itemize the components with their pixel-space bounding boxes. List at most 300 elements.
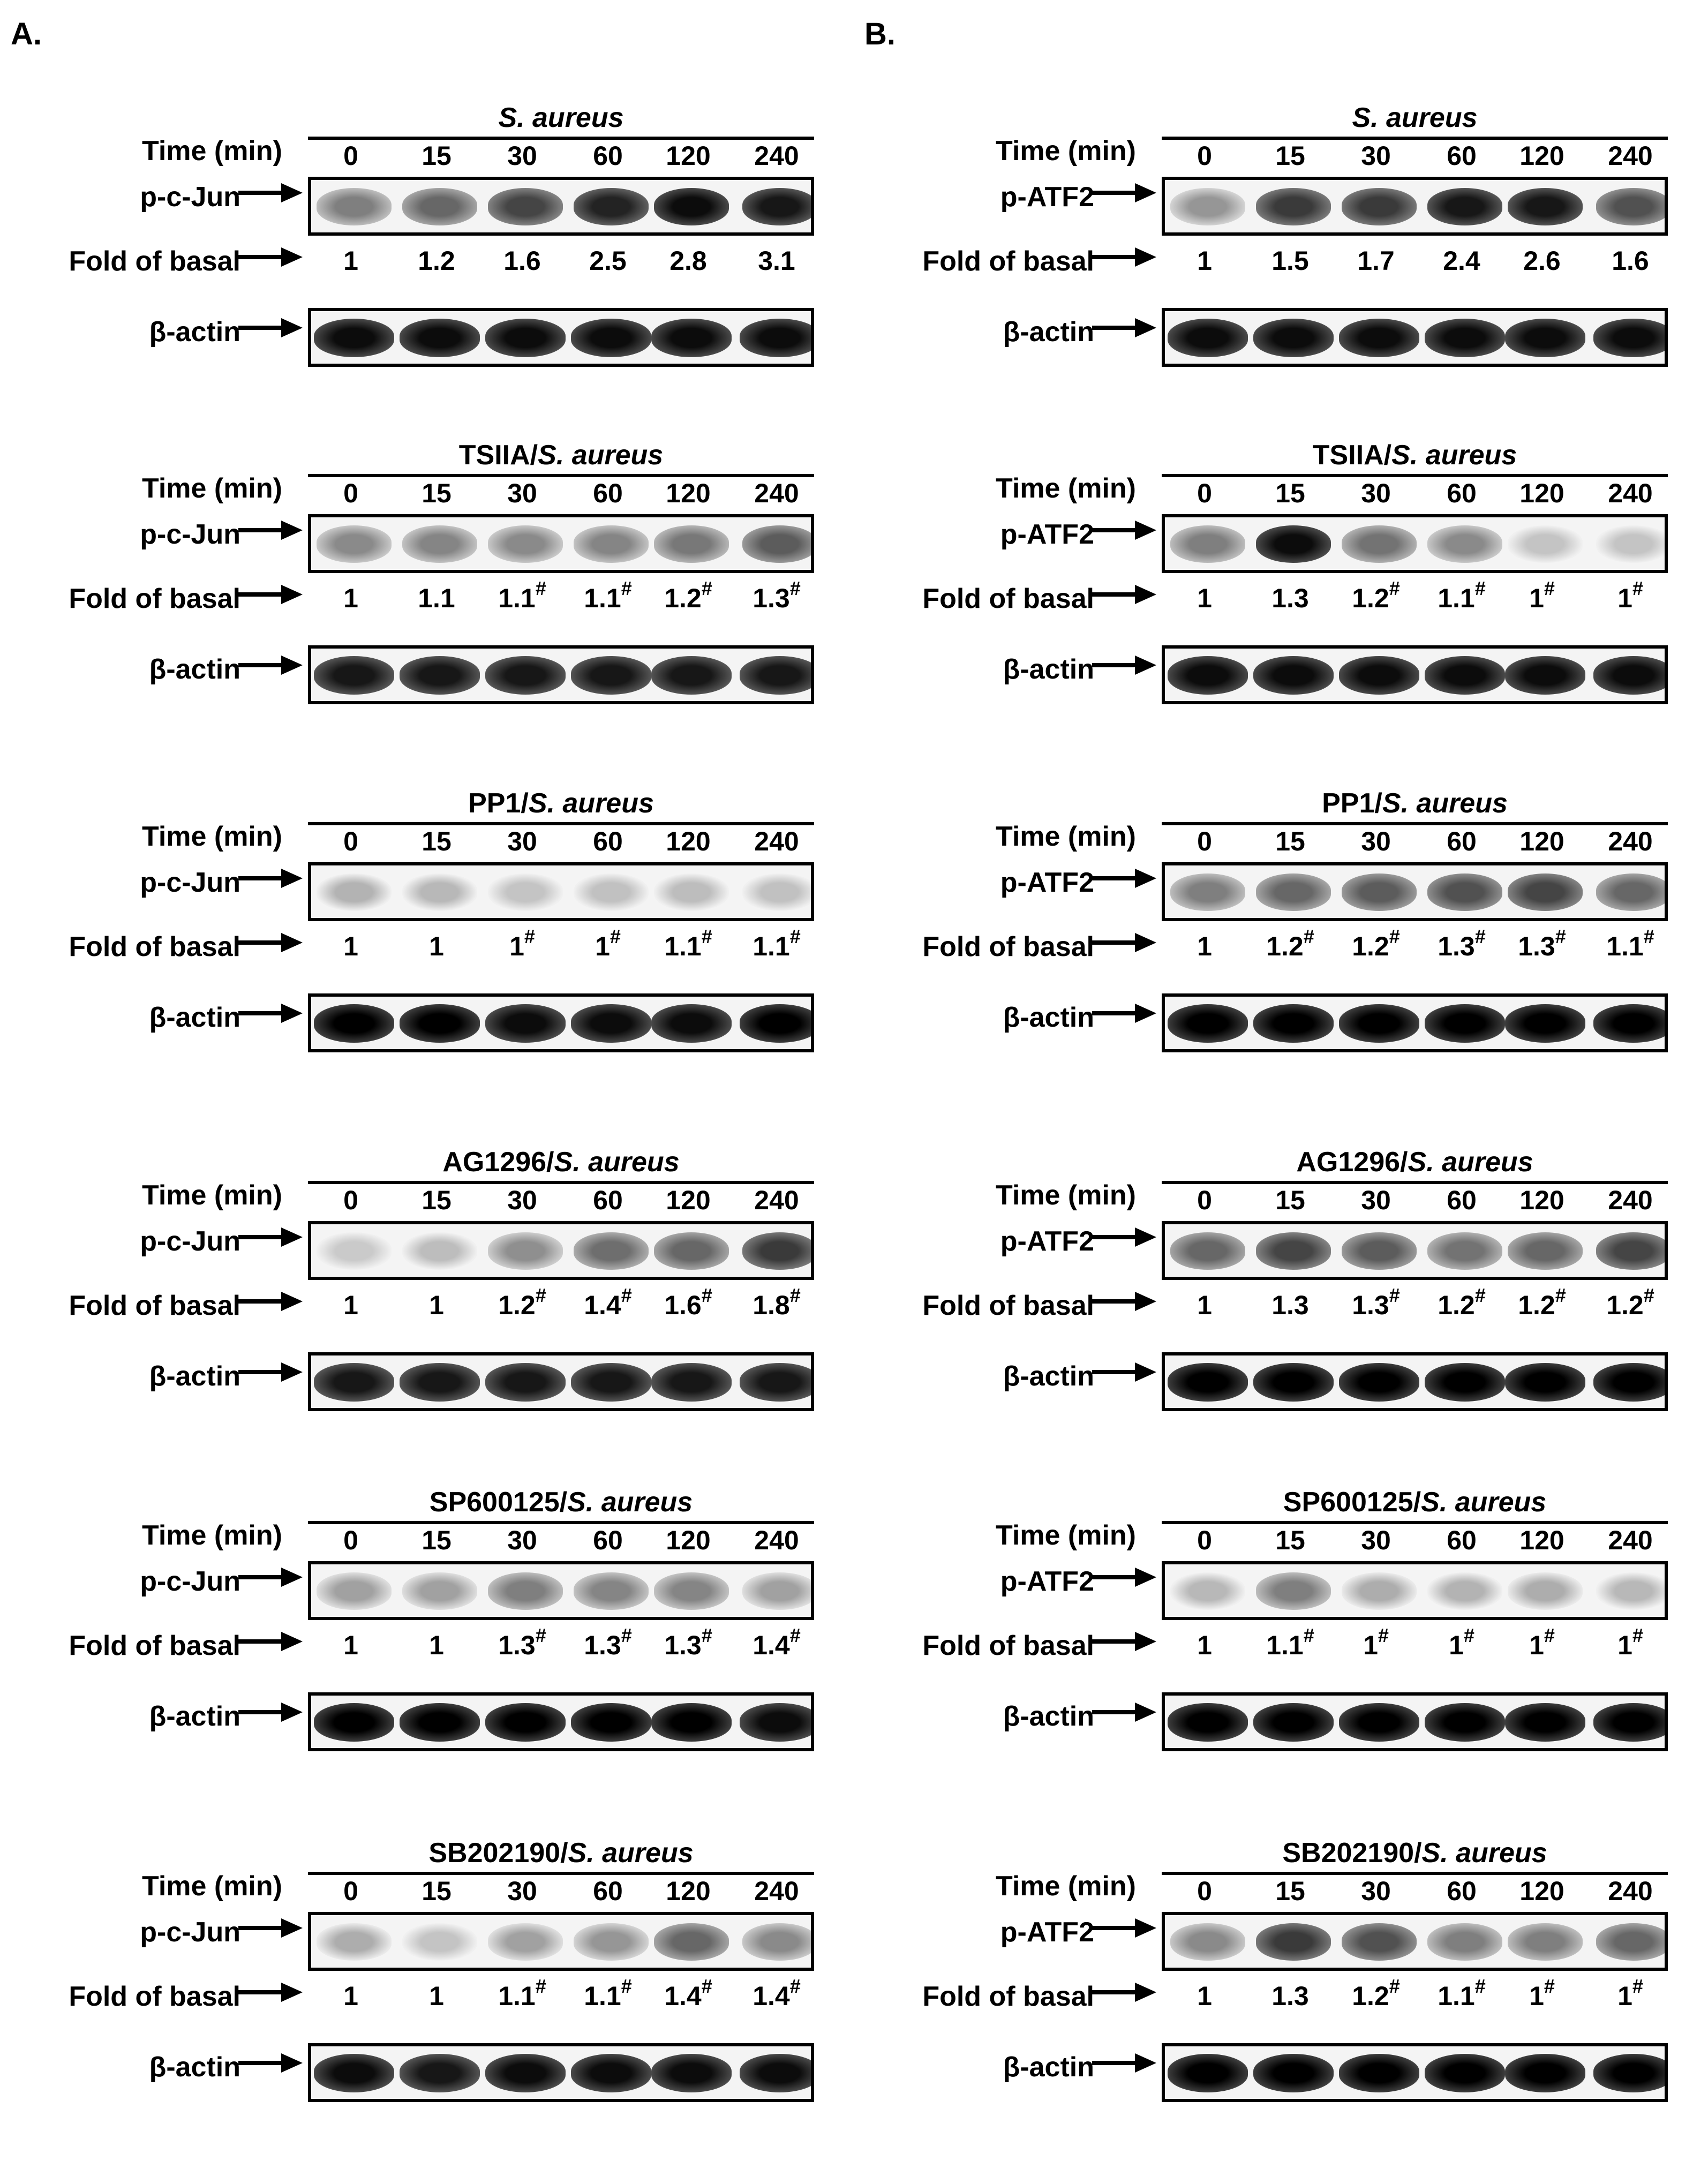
target-band — [1427, 1232, 1502, 1270]
arrow-icon — [238, 654, 303, 676]
target-band — [317, 1923, 392, 1961]
significance-mark: # — [789, 925, 801, 947]
actin-band — [1593, 319, 1668, 357]
fold-number: 1.1 — [753, 931, 790, 961]
actin-label: β-actin — [1003, 2052, 1094, 2083]
target-label: p-ATF2 — [1000, 182, 1094, 213]
actin-band — [1168, 2054, 1248, 2092]
significance-mark: # — [789, 577, 801, 599]
actin-label: β-actin — [149, 654, 240, 685]
arrow-icon — [1092, 654, 1156, 676]
actin-blot — [1162, 993, 1668, 1052]
fold-number: 1.4 — [584, 1290, 621, 1320]
organism-name: S. aureus — [1382, 788, 1508, 819]
actin-band — [1425, 319, 1505, 357]
actin-band — [400, 1363, 480, 1402]
fold-number: 1.1 — [498, 1981, 536, 2011]
time-point: 30 — [1361, 1185, 1391, 1215]
target-band — [1256, 1232, 1331, 1270]
fold-value — [1333, 245, 1419, 276]
condition-title — [1162, 1146, 1668, 1178]
fold-number: 1.3 — [664, 1630, 702, 1660]
significance-mark: # — [1632, 1975, 1643, 1997]
fold-number: 1.7 — [1357, 246, 1395, 276]
actin-band — [1253, 2054, 1334, 2092]
condition-prefix: AG1296/ — [442, 1147, 554, 1178]
significance-mark: # — [1544, 1975, 1555, 1997]
fold-number: 1.2 — [1518, 1290, 1555, 1320]
target-blot — [308, 514, 814, 573]
target-band — [488, 873, 563, 911]
title-underline — [1162, 1521, 1668, 1524]
target-band — [1596, 188, 1668, 225]
actin-band — [1168, 1004, 1248, 1043]
fold-number: 1 — [429, 1981, 444, 2011]
target-band — [488, 1232, 563, 1270]
time-point: 0 — [1197, 826, 1212, 856]
actin-blot — [308, 1692, 814, 1751]
fold-number: 1 — [1617, 1981, 1632, 2011]
target-band — [1508, 1232, 1583, 1270]
target-band — [317, 1572, 392, 1610]
target-band — [654, 188, 729, 225]
time-point: 60 — [1447, 1525, 1477, 1555]
fold-number: 1 — [343, 1630, 358, 1660]
time-point: 0 — [343, 1876, 358, 1906]
fold-label: Fold of basal — [69, 583, 240, 614]
target-band — [654, 1923, 729, 1961]
target-band — [1170, 188, 1245, 225]
significance-mark: # — [789, 1284, 801, 1306]
time-point: 240 — [754, 1876, 799, 1906]
arrow-icon — [1092, 932, 1156, 953]
fold-label: Fold of basal — [69, 1981, 240, 2012]
actin-band — [485, 2054, 566, 2092]
fold-label: Fold of basal — [69, 1630, 240, 1661]
organism-name: S. aureus — [1421, 1487, 1547, 1518]
fold-number: 1 — [1363, 1630, 1378, 1660]
target-band — [574, 188, 649, 225]
significance-mark: # — [1389, 1284, 1400, 1306]
actin-band — [1593, 1363, 1668, 1402]
fold-number: 2.8 — [669, 246, 707, 276]
fold-value — [1247, 245, 1333, 276]
significance-mark: # — [524, 925, 535, 947]
fold-value — [1587, 1975, 1673, 2012]
title-underline — [308, 1872, 814, 1875]
target-band — [1170, 525, 1245, 563]
actin-band — [740, 319, 814, 357]
target-band — [1256, 1923, 1331, 1961]
actin-band — [571, 319, 651, 357]
significance-mark: # — [535, 1284, 546, 1306]
fold-value — [1162, 1630, 1247, 1661]
significance-mark: # — [701, 1975, 712, 1997]
significance-mark: # — [1474, 925, 1486, 947]
actin-band — [314, 1363, 394, 1402]
organism-name: S. aureus — [1391, 440, 1517, 471]
blot-group — [854, 1486, 1707, 1818]
time-point: 60 — [593, 1525, 623, 1555]
fold-value — [394, 583, 479, 614]
fold-number: 1.1 — [498, 583, 536, 613]
actin-band — [400, 656, 480, 695]
target-blot — [1162, 1912, 1668, 1971]
arrow-icon — [238, 1917, 303, 1939]
actin-blot — [1162, 645, 1668, 704]
fold-value — [1419, 925, 1504, 962]
actin-band — [1168, 1703, 1248, 1742]
fold-value — [1333, 1975, 1419, 2012]
fold-value — [394, 1630, 479, 1661]
significance-mark: # — [1474, 1975, 1486, 1997]
fold-value — [734, 245, 819, 276]
fold-value — [1499, 577, 1585, 614]
target-label: p-c-Jun — [140, 867, 240, 898]
time-label: Time (min) — [142, 821, 282, 852]
target-band — [742, 873, 814, 911]
condition-title — [308, 1837, 814, 1869]
fold-value — [1162, 583, 1247, 614]
fold-value — [1333, 577, 1419, 614]
actin-label: β-actin — [149, 2052, 240, 2083]
condition-prefix: SB202190/ — [428, 1837, 568, 1869]
significance-mark: # — [1632, 577, 1643, 599]
fold-number: 1 — [1449, 1630, 1464, 1660]
actin-band — [1425, 1363, 1505, 1402]
time-point: 30 — [1361, 141, 1391, 171]
target-band — [742, 188, 814, 225]
fold-value — [1162, 931, 1247, 962]
fold-value — [479, 245, 565, 276]
time-point: 15 — [422, 141, 452, 171]
target-band — [1596, 1572, 1668, 1610]
target-band — [1256, 1572, 1331, 1610]
actin-band — [1168, 1363, 1248, 1402]
significance-mark: # — [1555, 1284, 1566, 1306]
fold-number: 1.6 — [503, 246, 541, 276]
target-blot — [308, 177, 814, 236]
fold-number: 1.4 — [664, 1981, 702, 2011]
condition-prefix: PP1/ — [1322, 788, 1382, 819]
fold-value — [1333, 1284, 1419, 1321]
fold-number: 1 — [595, 931, 610, 961]
fold-number: 1 — [1617, 1630, 1632, 1660]
significance-mark: # — [1303, 1624, 1314, 1646]
arrow-icon — [238, 868, 303, 889]
target-band — [317, 525, 392, 563]
time-point: 0 — [1197, 141, 1212, 171]
time-point: 60 — [593, 141, 623, 171]
target-blot — [1162, 862, 1668, 921]
fold-number: 1 — [1197, 1981, 1212, 2011]
fold-value — [1247, 925, 1333, 962]
actin-band — [1505, 1004, 1585, 1043]
time-point: 60 — [593, 1185, 623, 1215]
condition-title — [1162, 102, 1668, 134]
arrow-icon — [1092, 1982, 1156, 2003]
target-band — [1508, 873, 1583, 911]
title-underline — [308, 137, 814, 140]
fold-number: 1 — [1197, 246, 1212, 276]
fold-number: 1.2 — [1352, 583, 1389, 613]
fold-number: 1.2 — [1606, 1290, 1644, 1320]
significance-mark: # — [789, 1624, 801, 1646]
significance-mark: # — [701, 1624, 712, 1646]
arrow-icon — [1092, 584, 1156, 605]
fold-number: 1.3 — [1438, 931, 1475, 961]
fold-number: 1.2 — [1266, 931, 1304, 961]
fold-number: 2.4 — [1443, 246, 1480, 276]
fold-value — [645, 245, 731, 276]
time-point: 15 — [422, 1525, 452, 1555]
target-band — [654, 873, 729, 911]
arrow-icon — [1092, 519, 1156, 541]
actin-blot — [308, 645, 814, 704]
time-point: 60 — [1447, 141, 1477, 171]
fold-value — [734, 1284, 819, 1321]
fold-number: 1.3 — [1271, 1981, 1309, 2011]
fold-label: Fold of basal — [922, 246, 1094, 277]
fold-number: 3.1 — [758, 246, 795, 276]
arrow-icon — [1092, 1003, 1156, 1024]
target-band — [574, 1572, 649, 1610]
arrow-icon — [1092, 317, 1156, 338]
target-band — [402, 1572, 477, 1610]
arrow-icon — [1092, 1361, 1156, 1383]
fold-label: Fold of basal — [69, 1290, 240, 1321]
actin-band — [485, 1363, 566, 1402]
actin-band — [571, 1703, 651, 1742]
fold-number: 1.2 — [664, 583, 702, 613]
target-band — [402, 525, 477, 563]
time-point: 120 — [1519, 141, 1564, 171]
significance-mark: # — [1303, 925, 1314, 947]
fold-value — [1499, 1624, 1585, 1661]
target-band — [1427, 525, 1502, 563]
significance-mark: # — [535, 577, 546, 599]
target-band — [654, 1572, 729, 1610]
time-point: 240 — [754, 141, 799, 171]
fold-value — [565, 245, 651, 276]
fold-number: 1.2 — [498, 1290, 536, 1320]
target-band — [1596, 525, 1668, 563]
fold-number: 1.6 — [664, 1290, 702, 1320]
time-label: Time (min) — [142, 473, 282, 504]
time-point: 15 — [1275, 1185, 1305, 1215]
time-point: 120 — [666, 478, 711, 508]
fold-value — [308, 245, 394, 276]
actin-band — [651, 319, 732, 357]
actin-band — [400, 1004, 480, 1043]
fold-value — [1587, 245, 1673, 276]
actin-blot — [308, 1352, 814, 1411]
title-underline — [308, 474, 814, 477]
actin-label: β-actin — [149, 1361, 240, 1392]
fold-value — [1333, 925, 1419, 962]
fold-number: 1.3 — [584, 1630, 621, 1660]
condition-prefix: PP1/ — [468, 788, 529, 819]
actin-band — [740, 1703, 814, 1742]
time-point: 30 — [507, 1185, 537, 1215]
arrow-icon — [238, 932, 303, 953]
actin-band — [1339, 319, 1419, 357]
fold-value — [1419, 1284, 1504, 1321]
actin-band — [651, 2054, 732, 2092]
actin-band — [1505, 656, 1585, 695]
fold-number: 1.2 — [1352, 1981, 1389, 2011]
target-band — [1508, 188, 1583, 225]
fold-value — [645, 925, 731, 962]
blot-group — [0, 787, 854, 1119]
fold-value — [1419, 1624, 1504, 1661]
arrow-icon — [238, 519, 303, 541]
fold-number: 1.1 — [1266, 1630, 1304, 1660]
fold-value — [645, 1284, 731, 1321]
condition-prefix: SB202190/ — [1282, 1837, 1422, 1869]
target-blot — [308, 1912, 814, 1971]
significance-mark: # — [535, 1624, 546, 1646]
condition-prefix: AG1296/ — [1296, 1147, 1408, 1178]
target-label: p-ATF2 — [1000, 1917, 1094, 1948]
actin-band — [1505, 319, 1585, 357]
significance-mark: # — [1643, 925, 1654, 947]
target-band — [1256, 873, 1331, 911]
time-point: 60 — [593, 478, 623, 508]
significance-mark: # — [1378, 1624, 1389, 1646]
significance-mark: # — [701, 1284, 712, 1306]
arrow-icon — [1092, 1701, 1156, 1723]
target-band — [488, 525, 563, 563]
fold-number: 1 — [343, 931, 358, 961]
fold-number: 1 — [343, 1981, 358, 2011]
fold-label: Fold of basal — [922, 1981, 1094, 2012]
fold-value — [645, 1624, 731, 1661]
organism-name: S. aureus — [554, 1147, 680, 1178]
time-point: 30 — [507, 478, 537, 508]
fold-label: Fold of basal — [922, 931, 1094, 962]
actin-band — [571, 656, 651, 695]
target-band — [488, 188, 563, 225]
arrow-icon — [238, 1003, 303, 1024]
time-point: 240 — [1608, 1525, 1653, 1555]
time-point: 0 — [343, 1525, 358, 1555]
time-point: 15 — [1275, 1525, 1305, 1555]
fold-value — [1419, 245, 1504, 276]
target-band — [402, 873, 477, 911]
time-point: 240 — [1608, 1185, 1653, 1215]
actin-label: β-actin — [1003, 1361, 1094, 1392]
significance-mark: # — [1632, 1624, 1643, 1646]
actin-band — [1339, 1004, 1419, 1043]
actin-band — [1339, 656, 1419, 695]
actin-band — [1425, 2054, 1505, 2092]
actin-blot — [1162, 308, 1668, 367]
actin-band — [1593, 656, 1668, 695]
time-point: 15 — [1275, 478, 1305, 508]
actin-band — [485, 319, 566, 357]
significance-mark: # — [1544, 1624, 1555, 1646]
time-point: 120 — [666, 1185, 711, 1215]
fold-number: 1.4 — [753, 1630, 790, 1660]
title-underline — [1162, 137, 1668, 140]
blot-group — [854, 1146, 1707, 1478]
arrow-icon — [1092, 1631, 1156, 1652]
arrow-icon — [238, 1566, 303, 1588]
fold-value — [394, 1980, 479, 2012]
time-point: 0 — [1197, 1876, 1212, 1906]
time-point: 120 — [666, 826, 711, 856]
actin-band — [651, 656, 732, 695]
fold-value — [1587, 1624, 1673, 1661]
significance-mark: # — [621, 577, 632, 599]
title-underline — [308, 1521, 814, 1524]
organism-name: S. aureus — [567, 1487, 693, 1518]
actin-band — [1253, 1363, 1334, 1402]
time-label: Time (min) — [996, 821, 1136, 852]
actin-band — [1425, 656, 1505, 695]
blot-group — [854, 787, 1707, 1119]
actin-band — [400, 1703, 480, 1742]
target-band — [1170, 1232, 1245, 1270]
fold-number: 2.5 — [589, 246, 627, 276]
significance-mark: # — [1389, 1975, 1400, 1997]
fold-value — [308, 1290, 394, 1321]
actin-band — [1593, 1703, 1668, 1742]
fold-value — [1247, 1980, 1333, 2012]
target-band — [1256, 188, 1331, 225]
time-point: 30 — [507, 1876, 537, 1906]
condition-title — [308, 787, 814, 819]
condition-title — [308, 1486, 814, 1518]
fold-value — [1247, 1624, 1333, 1661]
actin-band — [651, 1703, 732, 1742]
time-point: 60 — [593, 826, 623, 856]
target-band — [402, 188, 477, 225]
significance-mark: # — [1474, 577, 1486, 599]
arrow-icon — [238, 2052, 303, 2074]
target-label: p-ATF2 — [1000, 519, 1094, 550]
significance-mark: # — [1389, 577, 1400, 599]
time-point: 15 — [422, 1876, 452, 1906]
time-point: 30 — [1361, 478, 1391, 508]
time-label: Time (min) — [996, 1520, 1136, 1551]
time-label: Time (min) — [996, 1871, 1136, 1902]
target-band — [317, 1232, 392, 1270]
fold-number: 1 — [509, 931, 524, 961]
time-point: 60 — [1447, 1185, 1477, 1215]
fold-number: 1.2 — [418, 246, 455, 276]
target-band — [1427, 873, 1502, 911]
target-band — [317, 873, 392, 911]
fold-number: 1.3 — [1271, 1290, 1309, 1320]
actin-band — [1505, 1703, 1585, 1742]
time-point: 120 — [666, 1525, 711, 1555]
fold-value — [565, 1284, 651, 1321]
actin-band — [314, 1004, 394, 1043]
blot-group — [0, 102, 854, 434]
condition-title — [1162, 787, 1668, 819]
fold-number: 1.3 — [498, 1630, 536, 1660]
fold-value — [1419, 1975, 1504, 2012]
time-point: 240 — [754, 826, 799, 856]
fold-value — [479, 1284, 565, 1321]
fold-number: 1 — [1197, 1630, 1212, 1660]
fold-value — [645, 577, 731, 614]
fold-value — [308, 583, 394, 614]
arrow-icon — [238, 1226, 303, 1248]
time-label: Time (min) — [996, 135, 1136, 167]
